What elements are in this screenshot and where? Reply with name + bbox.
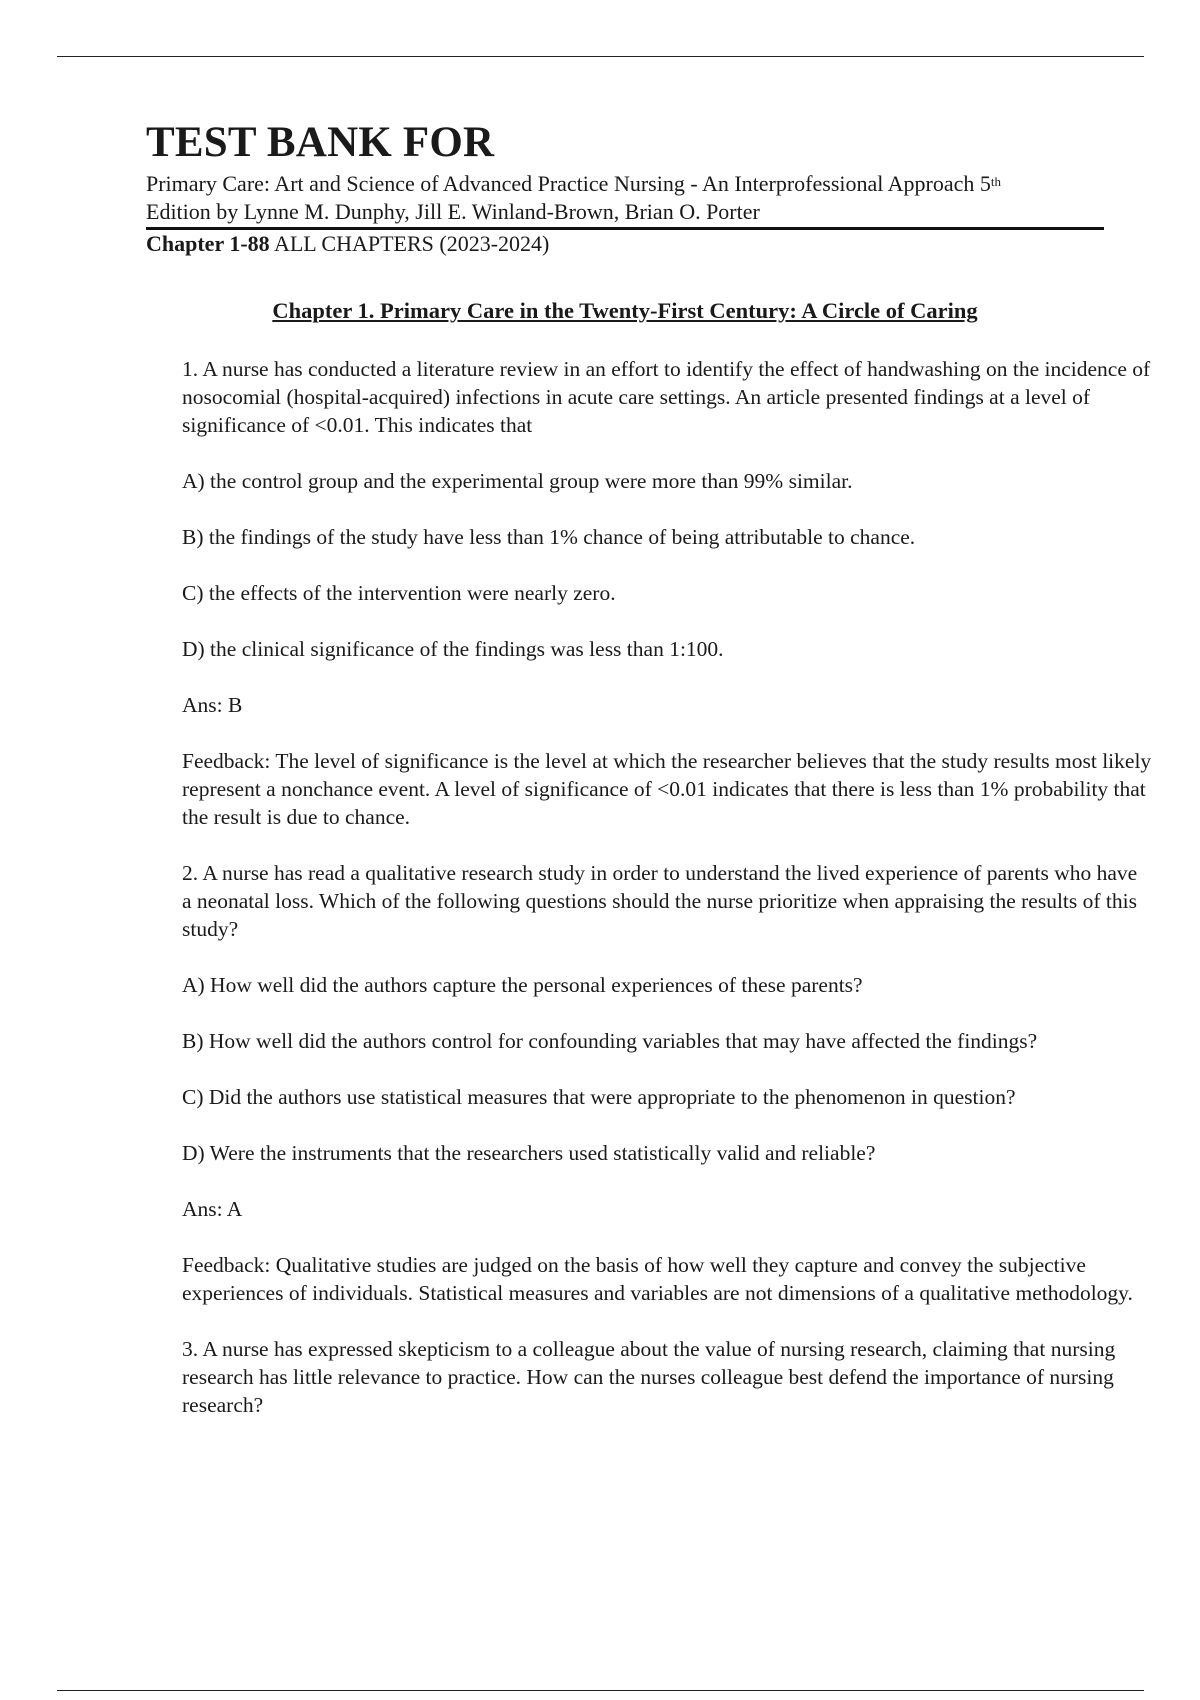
chapter-range: [146, 230, 1104, 258]
feedback-text: Feedback: The level of significance is the level at which the researcher believes that the study results most likely represent a nonchance event. A level of significance of <0.01 indicates that there is less than 1% probability that the result is due to chance.: [182, 749, 1152, 829]
feedback-text: Feedback: Qualitative studies are judged on the basis of how well they capture and convey the subjective experiences of individuals. Statistical measures and variables are not dimensions of a qualitative methodology.: [182, 1253, 1133, 1305]
answer-key: Ans: B: [182, 693, 243, 717]
answer-option: A) the control group and the experimental group were more than 99% similar.: [182, 469, 853, 493]
answer-option: B) How well did the authors control for confounding variables that may have affected the findings?: [182, 1029, 1038, 1053]
question-stem: 3. A nurse has expressed skepticism to a colleague about the value of nursing research, claiming that nursing research has little relevance to practice. How can the nurses colleague best defend the importance of nursing research?: [182, 1337, 1116, 1417]
question-stem: 1. A nurse has conducted a literature review in an effort to identify the effect of handwashing on the incidence of nosocomial (hospital-acquired) infections in acute care settings. An article presented findings at a level of significance of <0.01. This indicates that: [182, 357, 1151, 437]
answer-option: D) Were the instruments that the researchers used statistically valid and reliable?: [182, 1141, 876, 1165]
subtitle-text: Primary Care: Art and Science of Advanced Practice Nursing - An Interprofessional Approach 5: [146, 171, 991, 196]
book-subtitle: [146, 170, 1104, 226]
answer-option: D) the clinical significance of the findings was less than 1:100.: [182, 637, 724, 661]
subtitle-authors: Edition by Lynne M. Dunphy, Jill E. Winland-Brown, Brian O. Porter: [146, 199, 760, 224]
chapter-range-text: ALL CHAPTERS (2023-2024): [269, 231, 550, 256]
top-divider: [57, 56, 1144, 57]
chapter-heading: Chapter 1. Primary Care in the Twenty-First Century: A Circle of Caring: [272, 298, 978, 323]
answer-option: B) the findings of the study have less than 1% chance of being attributable to chance.: [182, 525, 916, 549]
answer-option: C) Did the authors use statistical measures that were appropriate to the phenomenon in question?: [182, 1085, 1016, 1109]
subtitle-superscript: th: [990, 174, 1002, 189]
document-title: TEST BANK FOR: [146, 119, 495, 166]
answer-key: Ans: A: [182, 1197, 243, 1221]
bottom-divider: [57, 1690, 1144, 1691]
answer-option: C) the effects of the intervention were nearly zero.: [182, 581, 616, 605]
answer-option: A) How well did the authors capture the personal experiences of these parents?: [182, 973, 863, 997]
question-list: [182, 355, 1152, 1447]
question-stem: 2. A nurse has read a qualitative research study in order to understand the lived experience of parents who have a neonatal loss. Which of the following questions should the nurse prioritize when appraising the results of this study?: [182, 861, 1138, 941]
chapter-range-label: Chapter 1-88: [146, 231, 270, 256]
document-header: [146, 118, 1104, 258]
